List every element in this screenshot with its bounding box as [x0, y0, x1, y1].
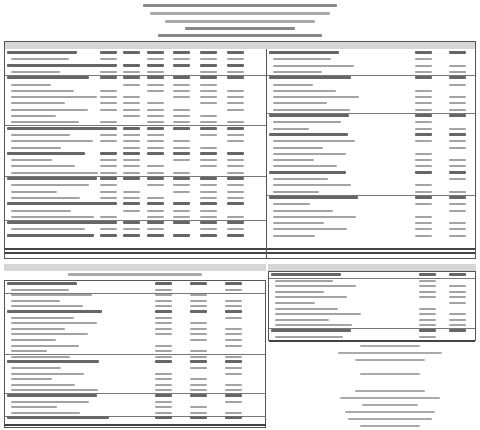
- bs-right-row: [267, 89, 475, 93]
- res-row: [5, 282, 266, 286]
- bs-left-row: [5, 83, 266, 87]
- res-row: [5, 316, 266, 320]
- bs-right-row: [267, 177, 475, 181]
- bs-right-row: [267, 227, 475, 231]
- bs-right-row: [267, 221, 475, 225]
- bs-right-row: [267, 196, 475, 200]
- bs-left-row: [5, 234, 266, 238]
- bs-left-row: [5, 202, 266, 206]
- dist-row: [269, 301, 475, 305]
- signature-line: [340, 397, 440, 399]
- bs-left-row: [5, 215, 266, 219]
- bs-left-row: [5, 146, 266, 150]
- res-row: [5, 394, 266, 398]
- bs-left-row: [5, 227, 266, 231]
- total-rule: [5, 424, 266, 426]
- res-row: [5, 288, 266, 292]
- bs-left-row: [5, 152, 266, 156]
- bs-right-row: [267, 158, 475, 162]
- bs-right-row: [267, 64, 475, 68]
- dist-row: [269, 307, 475, 311]
- bs-left-row: [5, 101, 266, 105]
- res-row: [5, 411, 266, 415]
- bs-right-row: [267, 127, 475, 131]
- bs-left-row: [5, 196, 266, 200]
- bs-right-row: [267, 234, 475, 238]
- bs-left-row: [5, 183, 266, 187]
- res-row: [5, 332, 266, 336]
- res-row: [5, 388, 266, 392]
- bs-right-row: [267, 120, 475, 124]
- res-row: [5, 304, 266, 308]
- res-row: [5, 338, 266, 342]
- res-row: [5, 293, 266, 297]
- bs-right-row: [267, 57, 475, 61]
- res-row: [5, 416, 266, 420]
- results-subtitle: [4, 271, 266, 280]
- res-row: [5, 299, 266, 303]
- bs-right-row: [267, 164, 475, 168]
- distribution-title-band: [268, 264, 476, 271]
- bs-right-row: [267, 190, 475, 194]
- bs-left-row: [5, 190, 266, 194]
- bs-left-row: [5, 221, 266, 225]
- bs-right-row: [267, 171, 475, 175]
- bs-right-row: [267, 95, 475, 99]
- bs-right-row: [267, 51, 475, 55]
- bs-left-row: [5, 209, 266, 213]
- signature-line: [355, 359, 425, 361]
- signature-line: [362, 404, 418, 406]
- bs-left-row: [5, 70, 266, 74]
- res-row: [5, 349, 266, 353]
- bs-right-row: [267, 108, 475, 112]
- dist-row: [269, 273, 475, 277]
- dist-row: [269, 329, 475, 333]
- bs-left-row: [5, 177, 266, 181]
- bs-left-row: [5, 57, 266, 61]
- res-row: [5, 366, 266, 370]
- bs-left-row: [5, 127, 266, 131]
- bs-left-row: [5, 114, 266, 118]
- dist-row: [269, 323, 475, 327]
- res-row: [5, 344, 266, 348]
- signature-line: [360, 373, 420, 375]
- total-rule: [5, 248, 266, 250]
- bs-left-row: [5, 139, 266, 143]
- doc-subtitle-line-4: [0, 31, 480, 40]
- signature-line: [360, 425, 420, 427]
- bs-left-row: [5, 164, 266, 168]
- dist-row: [269, 295, 475, 299]
- bs-right-row: [267, 133, 475, 137]
- signature-line: [355, 390, 425, 392]
- bs-right-row: [267, 83, 475, 87]
- bs-left-row: [5, 64, 266, 68]
- total-rule: [267, 252, 475, 254]
- signature-line: [345, 411, 435, 413]
- total-rule: [269, 340, 475, 342]
- bs-right-row: [267, 183, 475, 187]
- res-row: [5, 360, 266, 364]
- signature-line: [348, 418, 432, 420]
- res-row: [5, 400, 266, 404]
- bs-right-row: [267, 76, 475, 80]
- results-title-band: [4, 264, 266, 271]
- bs-right-row: [267, 152, 475, 156]
- res-row: [5, 310, 266, 314]
- bs-right-row: [267, 215, 475, 219]
- dist-row: [269, 279, 475, 283]
- bs-left-row: [5, 51, 266, 55]
- dist-row: [269, 335, 475, 339]
- bs-left-row: [5, 158, 266, 162]
- total-rule: [267, 248, 475, 250]
- res-row: [5, 377, 266, 381]
- res-row: [5, 405, 266, 409]
- bs-right-row: [267, 114, 475, 118]
- dist-row: [269, 318, 475, 322]
- balance-sheet-header-band: [5, 42, 475, 49]
- res-row: [5, 327, 266, 331]
- res-row: [5, 355, 266, 359]
- bs-left-row: [5, 108, 266, 112]
- bs-left-row: [5, 171, 266, 175]
- bs-right-row: [267, 101, 475, 105]
- bs-right-row: [267, 209, 475, 213]
- bs-left-row: [5, 120, 266, 124]
- res-row: [5, 321, 266, 325]
- total-rule: [5, 252, 266, 254]
- bs-right-row: [267, 202, 475, 206]
- signature-line: [338, 352, 442, 354]
- dist-row: [269, 290, 475, 294]
- bs-left-row: [5, 76, 266, 80]
- bs-left-row: [5, 133, 266, 137]
- res-row: [5, 372, 266, 376]
- bs-left-row: [5, 89, 266, 93]
- dist-row: [269, 284, 475, 288]
- res-row: [5, 383, 266, 387]
- bs-right-row: [267, 70, 475, 74]
- bs-right-row: [267, 139, 475, 143]
- dist-row: [269, 312, 475, 316]
- bs-right-row: [267, 146, 475, 150]
- signature-line: [360, 345, 420, 347]
- bs-left-row: [5, 95, 266, 99]
